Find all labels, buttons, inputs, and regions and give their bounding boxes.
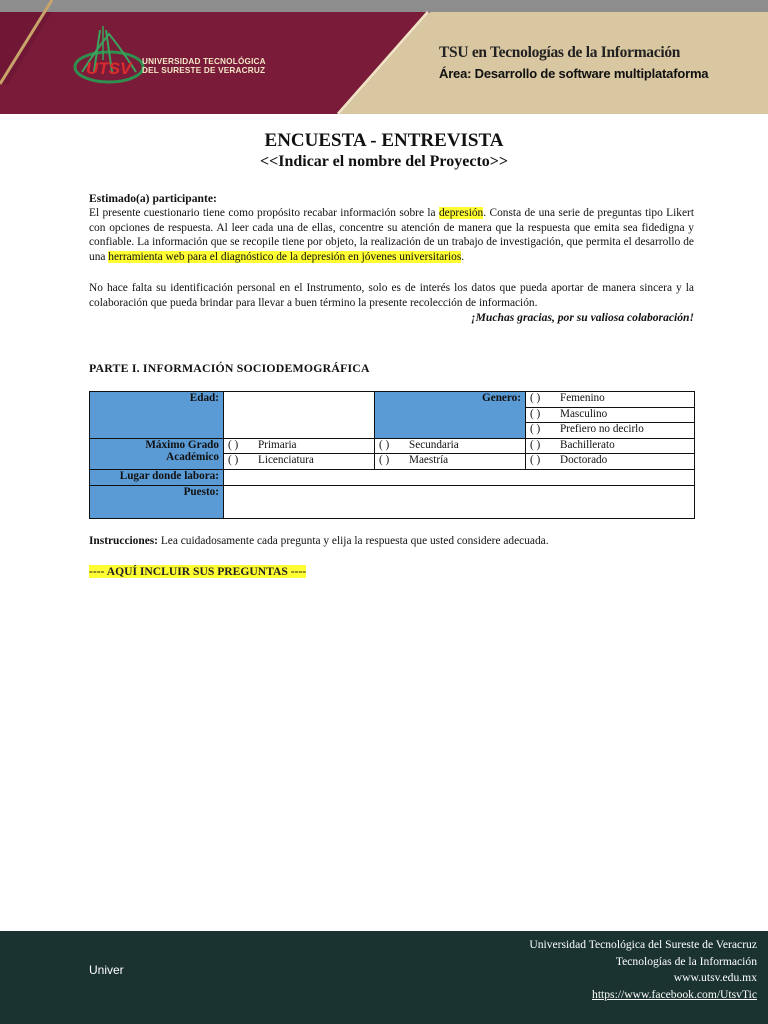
grado-label-line: Máximo Grado <box>145 438 219 451</box>
genero-option-masculino[interactable] <box>526 407 695 423</box>
lugar-label: Lugar donde labora: <box>90 469 224 485</box>
option-label: Bachillerato <box>560 438 615 451</box>
grado-option-primaria[interactable] <box>224 438 375 454</box>
option-label: Prefiero no decirlo <box>560 423 644 436</box>
lugar-field[interactable] <box>224 469 695 485</box>
edad-label: Edad: <box>90 392 224 439</box>
footer-contact <box>529 937 757 1003</box>
grado-label <box>90 438 224 469</box>
grado-option-licenciatura[interactable] <box>224 454 375 470</box>
header-banner <box>0 0 768 114</box>
option-label: Doctorado <box>560 454 608 467</box>
intro-text: . <box>461 251 465 264</box>
instructions-label: Instrucciones: <box>89 535 158 547</box>
genero-label: Genero: <box>375 392 526 439</box>
program-title: TSU en Tecnologías de la Información <box>439 44 681 61</box>
svg-text:UTSV: UTSV <box>86 59 132 78</box>
grado-option-bachillerato[interactable] <box>526 438 695 454</box>
footer-department: Tecnologías de la Información <box>615 954 757 968</box>
project-name-placeholder: <<Indicar el nombre del Proyecto>> <box>260 153 508 170</box>
part-title: PARTE I. INFORMACIÓN SOCIODEMOGRÁFICA <box>89 361 370 375</box>
option-label: Masculino <box>560 407 608 420</box>
grado-option-doctorado[interactable] <box>526 454 695 470</box>
grado-label-line: Académico <box>166 450 219 463</box>
table-row <box>90 469 695 485</box>
instructions-text: Lea cuidadosamente cada pregunta y elija la respuesta que usted considere adecuada. <box>157 535 549 547</box>
footer-website[interactable]: www.utsv.edu.mx <box>673 971 757 985</box>
footer-university: Universidad Tecnológica del Sureste de Veracruz <box>529 938 757 951</box>
questions-placeholder: ---- AQUÍ INCLUIR SUS PREGUNTAS ---- <box>89 565 307 578</box>
logo-text-line: DEL SURESTE DE VERACRUZ <box>142 66 266 75</box>
privacy-paragraph: No hace falta su identificación personal en el Instrumento, solo es de interés los datos que pueda aportar de manera sincera y la colaboración que pueda brindar para llevar a buen término la presente recolección de información. <box>89 282 694 309</box>
checkbox-paren[interactable]: ( ) <box>228 454 239 467</box>
footer-facebook-link[interactable]: https://www.facebook.com/UtsvTic <box>592 987 757 1001</box>
logo-text-line: UNIVERSIDAD TECNOLÓGICA <box>142 57 266 66</box>
footer-left-text: Univer <box>89 963 124 977</box>
highlight-depresion: depresión <box>438 207 484 219</box>
instructions <box>89 535 549 547</box>
puesto-label: Puesto: <box>90 485 224 518</box>
checkbox-paren[interactable]: ( ) <box>530 423 541 436</box>
thanks-note: ¡Muchas gracias, por su valiosa colaboración! <box>471 311 694 324</box>
genero-option-femenino[interactable] <box>526 392 695 408</box>
puesto-field[interactable] <box>224 485 695 518</box>
intro-text: . Consta de una serie de preguntas tipo Likert con opciones de respuesta. Al leer cada una de ellas, concentre su atención de manera que la respuesta que emita sea fidedigna y confiable. La información que se recopile tiene por objeto, la realización de un trabajo de investigación, que permita el desarrollo de una <box>89 207 694 264</box>
option-label: Licenciatura <box>258 454 314 467</box>
footer <box>0 931 768 1024</box>
option-label: Femenino <box>560 392 605 404</box>
checkbox-paren[interactable]: ( ) <box>530 438 541 451</box>
document-title: ENCUESTA - ENTREVISTA <box>264 130 504 151</box>
grado-option-maestria[interactable] <box>375 454 526 470</box>
table-row <box>90 392 695 408</box>
table-row <box>90 485 695 518</box>
table-row <box>90 438 695 454</box>
checkbox-paren[interactable]: ( ) <box>379 438 390 451</box>
university-logo <box>72 20 272 90</box>
sociodemographic-table <box>89 391 695 519</box>
grado-option-secundaria[interactable] <box>375 438 526 454</box>
highlight-herramienta: herramienta web para el diagnóstico de la depresión en jóvenes universitarios <box>108 251 462 264</box>
intro-paragraph <box>89 206 694 265</box>
logo-wordmark <box>142 57 266 75</box>
option-label: Maestría <box>409 454 449 467</box>
edad-field[interactable] <box>224 392 375 439</box>
checkbox-paren[interactable]: ( ) <box>530 407 541 420</box>
checkbox-paren[interactable]: ( ) <box>530 392 541 404</box>
genero-option-prefiero[interactable] <box>526 423 695 439</box>
intro-text: El presente cuestionario tiene como propósito recabar información sobre la <box>89 207 439 219</box>
checkbox-paren[interactable]: ( ) <box>530 454 541 467</box>
option-label: Primaria <box>258 438 297 451</box>
area-title: Área: Desarrollo de software multiplataforma <box>439 66 709 81</box>
checkbox-paren[interactable]: ( ) <box>379 454 390 467</box>
option-label: Secundaria <box>409 438 459 451</box>
greeting: Estimado(a) participante: <box>89 192 217 205</box>
checkbox-paren[interactable]: ( ) <box>228 438 239 451</box>
